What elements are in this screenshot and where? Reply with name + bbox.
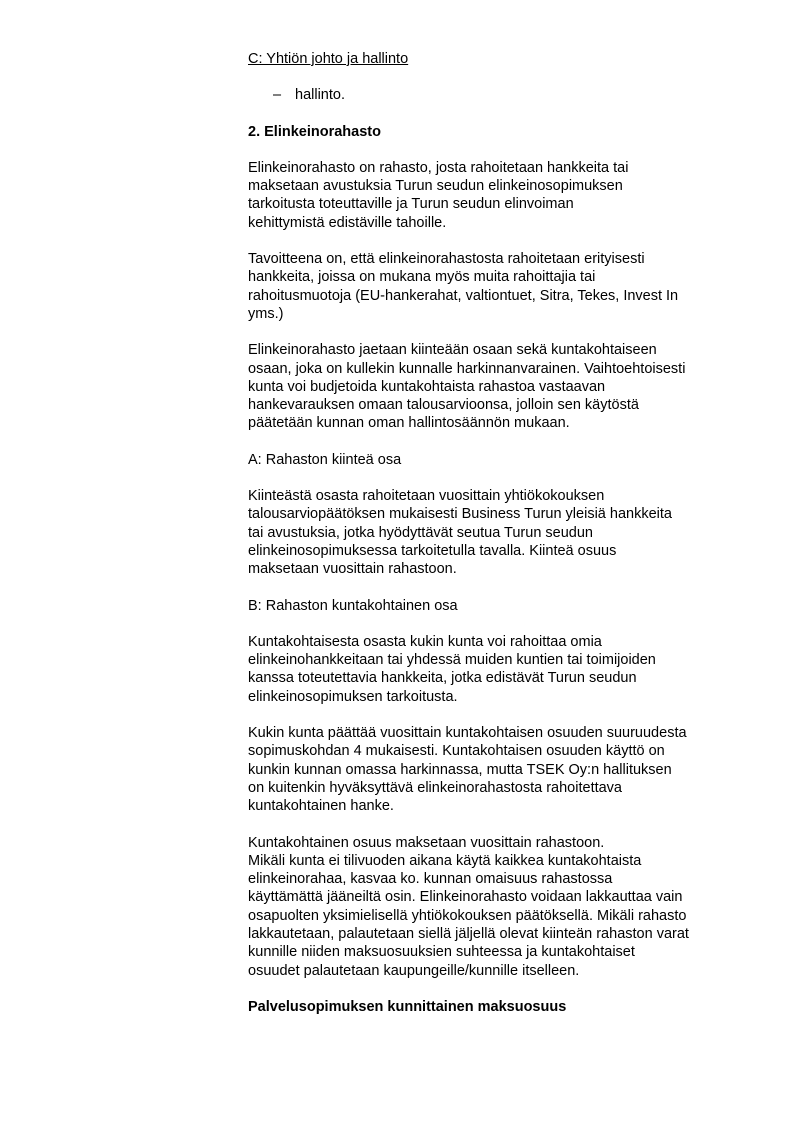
paragraph-line: maksetaan avustuksia Turun seudun elinkeinosopimuksen — [248, 178, 623, 195]
paragraph-line: on kuitenkin hyväksyttävä elinkeinorahastosta rahoitettava — [248, 779, 622, 796]
paragraph-line: kanssa toteutettavia hankkeita, jotka edistävät Turun seudun — [248, 670, 637, 687]
paragraph-line: kunkin kunnan omassa harkinnassa, mutta TSEK Oy:n hallituksen — [248, 761, 672, 778]
paragraph-payment — [248, 834, 738, 980]
paragraph-line: Mikäli kunta ei tilivuoden aikana käytä kaikkea kuntakohtaista — [248, 852, 642, 869]
paragraph-line: tai avustuksia, jotka hyödyttävät seutua Turun seudun — [248, 524, 593, 541]
paragraph-line: hankevarauksen omaan talousarvioonsa, jolloin sen käytöstä — [248, 397, 639, 414]
paragraph-decision — [248, 724, 738, 815]
paragraph-line: Kukin kunta päättää vuosittain kuntakohtaisen osuuden suuruudesta — [248, 725, 687, 742]
paragraph-line: Kuntakohtainen osuus maksetaan vuosittain rahastoon. — [248, 834, 605, 851]
dash-marker: – — [273, 87, 282, 104]
paragraph-line: kunnille niiden maksuosuuksien suhteessa ja kuntakohtaiset — [248, 944, 635, 961]
paragraph-line: elinkeinohankkeitaan tai yhdessä muiden kuntien tai toimijoiden — [248, 652, 656, 669]
paragraph-line: osaan, joka on kullekin kunnalle harkinnanvarainen. Vaihtoehtoisesti — [248, 360, 686, 377]
paragraph-line: yms.) — [248, 305, 284, 322]
paragraph-line: Kuntakohtaisesta osasta kukin kunta voi rahoittaa omia — [248, 633, 602, 650]
paragraph-line: elinkeinosopimuksen tarkoitusta. — [248, 688, 458, 705]
paragraph-line: talousarviopäätöksen mukaisesti Business Turun yleisiä hankkeita — [248, 506, 672, 523]
paragraph-intro — [248, 159, 738, 232]
paragraph-line: kuntakohtainen hanke. — [248, 798, 394, 815]
final-heading: Palvelusopimuksen kunnittainen maksuosuus — [248, 998, 567, 1015]
paragraph-line: Elinkeinorahasto jaetaan kiinteään osaan sekä kuntakohtaiseen — [248, 342, 657, 359]
paragraph-line: rahoitusmuotoja (EU-hankerahat, valtiontuet, Sitra, Tekes, Invest In — [248, 287, 679, 304]
paragraph-line: kunta voi budjetoida kuntakohtaista rahastoa vastaavan — [248, 378, 606, 395]
list-item — [248, 86, 738, 104]
paragraph-line: Tavoitteena on, että elinkeinorahastosta rahoitetaan erityisesti — [248, 251, 645, 268]
paragraph-line: kehittymistä edistäville tahoille. — [248, 214, 447, 231]
section-c-heading: C: Yhtiön johto ja hallinto — [248, 51, 409, 67]
paragraph-line: Elinkeinorahasto on rahasto, josta rahoitetaan hankkeita tai — [248, 159, 629, 176]
subheading-b: B: Rahaston kuntakohtainen osa — [248, 597, 458, 614]
paragraph-fixed-part — [248, 487, 738, 578]
paragraph-line: päätetään kunnan oman hallintosäännön mukaan. — [248, 415, 570, 432]
paragraph-goals — [248, 250, 738, 323]
paragraph-line: osapuolten yksimielisellä yhtiökokouksen päätöksellä. Mikäli rahasto — [248, 907, 687, 924]
list-item-text: hallinto. — [295, 87, 345, 104]
paragraph-line: sopimuskohdan 4 mukaisesti. Kuntakohtaisen osuuden käyttö on — [248, 743, 665, 760]
paragraph-line: lakkautetaan, palautetaan siellä jäljellä olevat kiinteän rahaston varat — [248, 925, 689, 942]
document-page — [248, 50, 738, 1016]
paragraph-line: tarkoitusta toteuttaville ja Turun seudun elinvoiman — [248, 196, 574, 213]
paragraph-line: elinkeinosopimuksessa tarkoitetulla tavalla. Kiinteä osuus — [248, 542, 617, 559]
section-heading: 2. Elinkeinorahasto — [248, 123, 381, 140]
paragraph-line: elinkeinorahaa, kasvaa ko. kunnan omaisuus rahastossa — [248, 871, 613, 888]
paragraph-division — [248, 341, 738, 432]
paragraph-line: Kiinteästä osasta rahoitetaan vuosittain yhtiökokouksen — [248, 488, 605, 505]
paragraph-line: hankkeita, joissa on mukana myös muita rahoittajia tai — [248, 269, 596, 286]
paragraph-line: käyttämättä jääneiltä osin. Elinkeinorahasto voidaan lakkauttaa vain — [248, 889, 683, 906]
paragraph-municipal-part — [248, 633, 738, 706]
paragraph-line: osuudet palautetaan kaupungeille/kunnille itselleen. — [248, 962, 580, 979]
subheading-a: A: Rahaston kiinteä osa — [248, 451, 402, 468]
paragraph-line: maksetaan vuosittain rahastoon. — [248, 561, 457, 578]
